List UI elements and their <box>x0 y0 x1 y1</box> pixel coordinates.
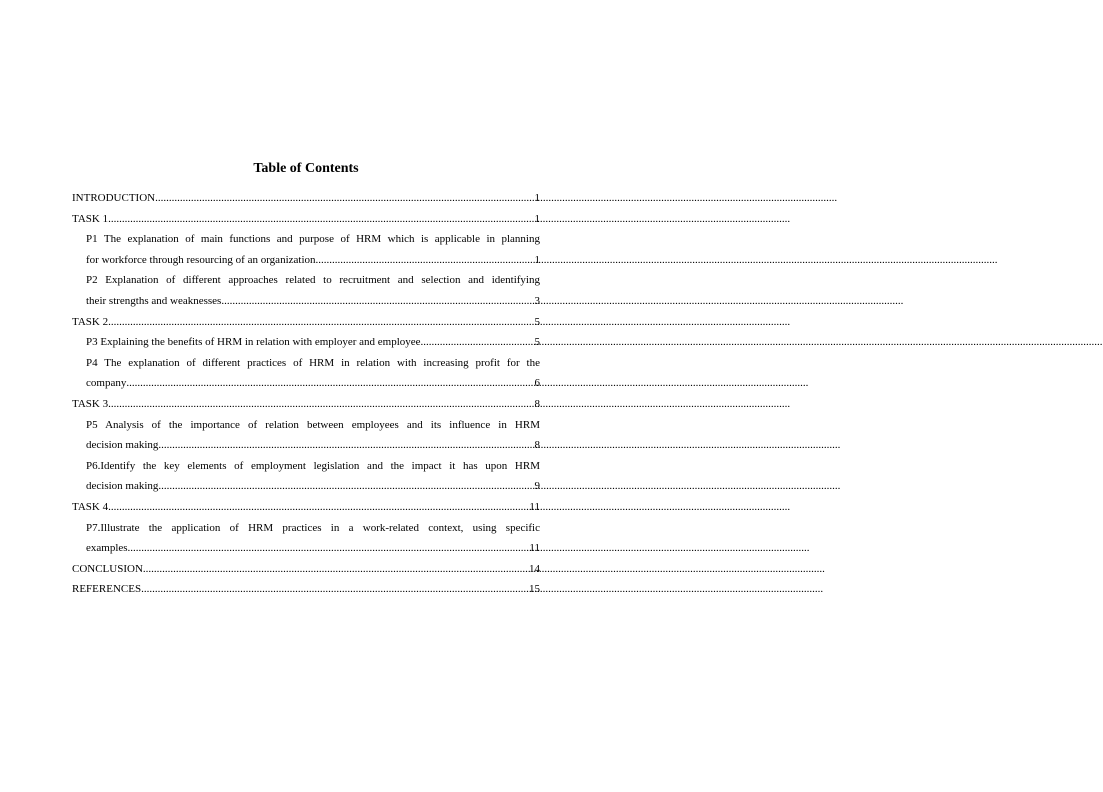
toc-page-number: 1 <box>534 212 540 225</box>
dot-leader <box>143 559 529 580</box>
toc-entry-task-4[interactable] <box>72 497 540 518</box>
dot-leader <box>221 291 534 312</box>
dot-leader <box>158 476 534 497</box>
toc-page-number: 11 <box>529 500 540 513</box>
toc-entry-p4-line1[interactable]: P4 The explanation of different practices of HRM in relation with increasing profit for the <box>86 356 540 369</box>
toc-entry-task-1[interactable] <box>72 209 540 230</box>
toc-entry-p6[interactable] <box>72 476 540 497</box>
dot-leader <box>108 497 529 518</box>
toc-entry-p7[interactable] <box>72 538 540 559</box>
dot-leader <box>316 250 535 271</box>
dot-leader <box>108 394 534 415</box>
toc-entry-label: TASK 4 <box>72 500 109 513</box>
dot-leader <box>158 435 534 456</box>
toc-page-number: 5 <box>534 336 540 349</box>
toc-entry-label: their strengths and weaknesses <box>86 294 222 307</box>
toc-entry-label: REFERENCES <box>72 583 142 596</box>
toc-entry-label: for workforce through resourcing of an organization <box>86 253 316 266</box>
toc-page-number: 3 <box>534 294 540 307</box>
toc-entry-p1-line1[interactable]: P1 The explanation of main functions and purpose of HRM which is applicable in planning <box>86 233 540 246</box>
toc-page-number: 14 <box>529 562 540 575</box>
toc-page-number: 5 <box>534 315 540 328</box>
toc-entry-p1[interactable] <box>72 250 540 271</box>
toc-entry-task-3[interactable] <box>72 394 540 415</box>
toc-entry-label: company <box>86 377 127 390</box>
toc-title: Table of Contents <box>253 161 359 176</box>
toc-entry-introduction[interactable] <box>72 188 540 209</box>
toc-entry-label: TASK 1 <box>72 212 109 225</box>
toc-page-number: 6 <box>534 377 540 390</box>
dot-leader <box>108 312 534 333</box>
toc-page-number: 9 <box>534 480 540 493</box>
toc-page-number: 11 <box>529 542 540 555</box>
toc-entry-label: TASK 3 <box>72 397 109 410</box>
toc-entry-label: TASK 2 <box>72 315 109 328</box>
toc-entry-p2-line1[interactable]: P2 Explanation of different approaches related to recruitment and selection and identifying <box>86 274 540 287</box>
toc-entry-task-2[interactable] <box>72 312 540 333</box>
dot-leader <box>128 538 530 559</box>
toc-entry-label: INTRODUCTION <box>72 192 156 204</box>
dot-leader <box>141 579 529 600</box>
toc-entry-p4[interactable] <box>72 373 540 394</box>
toc-entry-label: P3 Explaining the benefits of HRM in relation with employer and employee <box>86 336 421 349</box>
toc-entry-references[interactable] <box>72 579 540 600</box>
toc-entry-p6-line1[interactable]: P6.Identify the key elements of employment legislation and the impact it has upon HRM <box>86 459 540 472</box>
toc-entry-p5[interactable] <box>72 435 540 456</box>
toc-page-number: 8 <box>534 439 540 452</box>
toc-entry-label: decision making <box>86 439 159 452</box>
toc-entry-conclusion[interactable] <box>72 559 540 580</box>
toc-entry-p5-line1[interactable]: P5 Analysis of the importance of relation between employees and its influence in HRM <box>86 418 540 431</box>
toc-entry-label: decision making <box>86 480 159 493</box>
dot-leader <box>108 209 534 230</box>
toc-page-number: 1 <box>534 253 540 266</box>
toc-entry-label: CONCLUSION <box>72 562 143 575</box>
toc-page-number: 15 <box>529 583 540 596</box>
toc-page-number: 1 <box>534 192 540 204</box>
dot-leader <box>126 373 534 394</box>
toc-entry-p3[interactable] <box>72 332 540 353</box>
toc-entry-label: examples <box>86 542 128 555</box>
table-of-contents <box>72 188 540 600</box>
toc-entry-p2[interactable] <box>72 291 540 312</box>
dot-leader <box>155 188 534 209</box>
toc-entry-p7-line1[interactable]: P7.Illustrate the application of HRM practices in a work-related context, using specific <box>86 521 540 534</box>
toc-page-number: 8 <box>534 397 540 410</box>
dot-leader <box>421 332 535 353</box>
